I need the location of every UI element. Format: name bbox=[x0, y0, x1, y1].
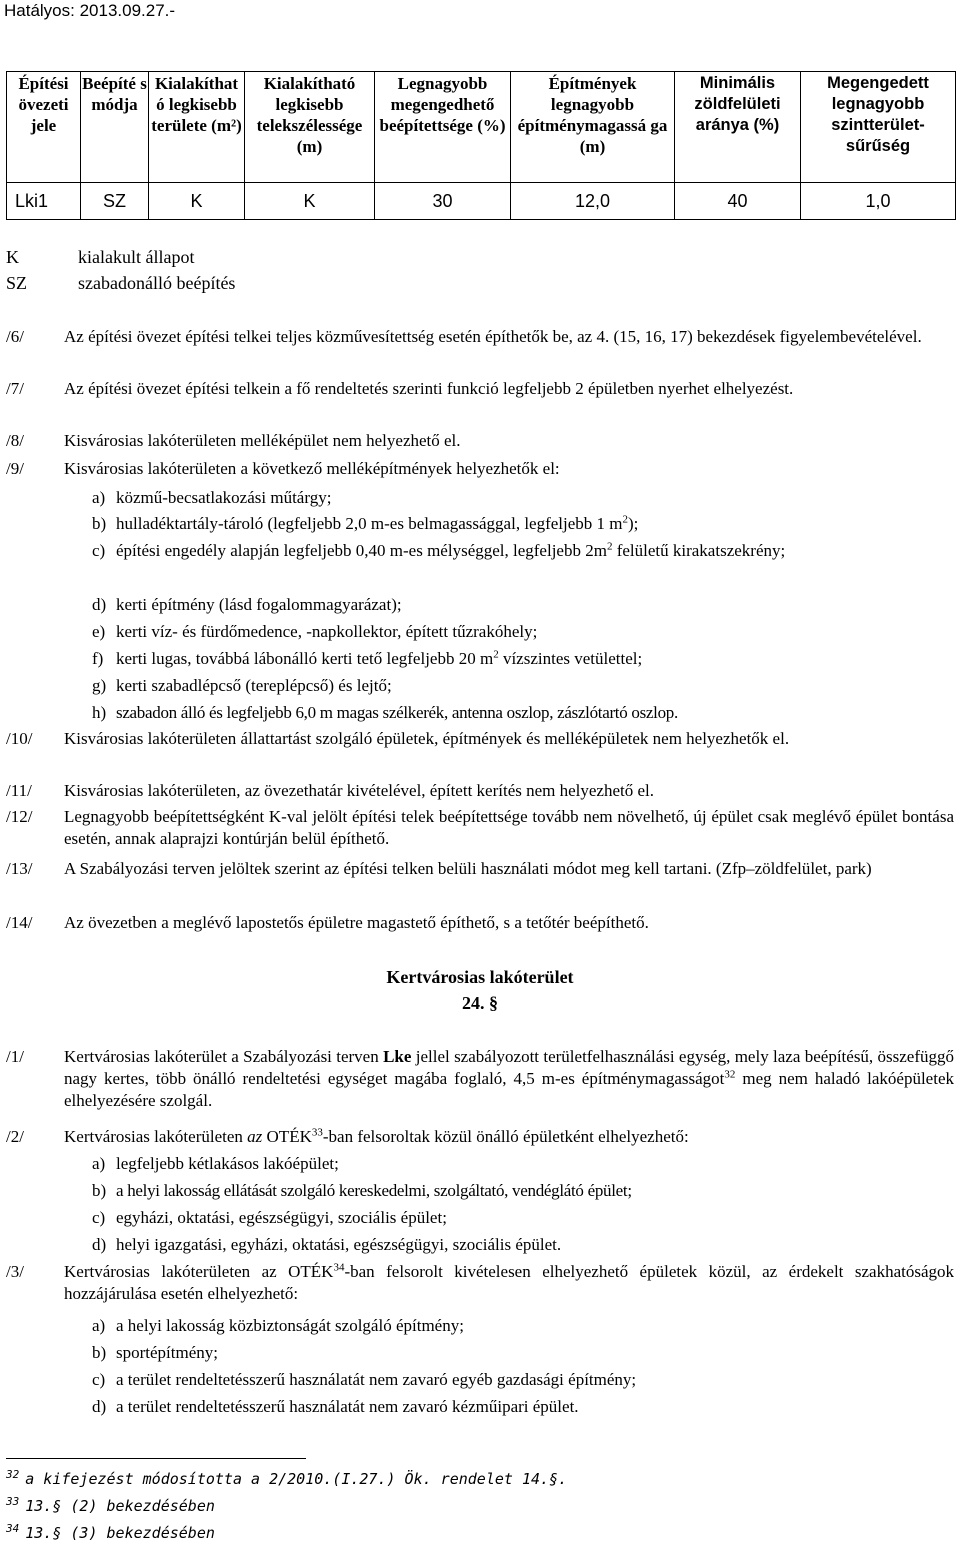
paragraph-number: /3/ bbox=[6, 1262, 24, 1281]
table-cell: 40 bbox=[675, 183, 801, 220]
section-title: Kertvárosias lakóterület bbox=[386, 967, 574, 987]
paragraph-text: A Szabályozási terven jelöltek szerint az építési telken belüli használati módot meg kell tartani. (Zfp–zöldfelület, park) bbox=[64, 859, 872, 878]
paragraph-number: /10/ bbox=[6, 729, 33, 748]
paragraph-number: /12/ bbox=[6, 807, 33, 826]
list-item: c) egyházi, oktatási, egészségügyi, szociális épület; bbox=[92, 1208, 447, 1227]
paragraph-number: /9/ bbox=[6, 459, 24, 478]
paragraph-text: Kisvárosias lakóterületen a következő melléképítmények helyezhetők el: bbox=[64, 459, 560, 478]
paragraph-number: /7/ bbox=[6, 379, 24, 398]
effective-date-header: Hatályos: 2013.09.27.- bbox=[4, 1, 176, 20]
paragraph-9 bbox=[6, 458, 954, 480]
table-header-row bbox=[7, 72, 956, 183]
header-cell: Kialakítható legkisebb telekszélessége (m) bbox=[245, 72, 375, 183]
footnote: $^{33}$ 13.§ (2) bekezdésében bbox=[6, 1495, 215, 1515]
paragraph-number: /6/ bbox=[6, 327, 24, 346]
paragraph-7 bbox=[6, 378, 954, 400]
list-item: d) a terület rendeltetésszerű használatát nem zavaró kézműipari épület. bbox=[92, 1397, 579, 1416]
paragraph-text: Kisvárosias lakóterületen állattartást szolgáló épületek, építmények és melléképületek nem helyezhetők el. bbox=[64, 729, 790, 748]
paragraph-number: /14/ bbox=[6, 913, 33, 932]
list-item: d) helyi igazgatási, egyházi, oktatási, egészségügyi, szociális épület. bbox=[92, 1235, 562, 1254]
header-cell: Építmények legnagyobb építménymagassá ga (m) bbox=[511, 72, 675, 183]
paragraph-number: /13/ bbox=[6, 859, 33, 878]
header-cell: Kialakíthat ó legkisebb területe (m²) bbox=[149, 72, 245, 183]
paragraph-8 bbox=[6, 430, 954, 452]
section-sign-icon: § bbox=[489, 993, 498, 1013]
list-item: b) hulladéktartály-tároló (legfeljebb 2,0 m-es belmagassággal, legfeljebb 1 $m^2$); bbox=[92, 513, 639, 533]
paragraph-text: Az építési övezet építési telkein a fő rendeltetés szerinti funkció legfeljebb 2 épületben nyerhet elhelyezést. bbox=[64, 379, 794, 398]
footnote: $^{34}$ 13.§ (3) bekezdésében bbox=[6, 1522, 215, 1542]
list-item: a) legfeljebb kétlakásos lakóépület; bbox=[92, 1154, 339, 1173]
paragraph-13 bbox=[6, 858, 954, 880]
paragraph-10 bbox=[6, 728, 954, 750]
paragraph-14 bbox=[6, 912, 954, 934]
section-paragraph-2: /2/ Kertvárosias lakóterületen az OTÉK$^{33}$-ban felsoroltak közül önálló épületként elhelyezhető: bbox=[6, 1126, 689, 1146]
table-cell: SZ bbox=[81, 183, 149, 220]
legend-abbr: SZ bbox=[6, 273, 28, 293]
section-number: 24. § bbox=[462, 993, 498, 1013]
paragraph-number: /2/ bbox=[6, 1127, 24, 1146]
table-row bbox=[7, 183, 956, 220]
table-cell: K bbox=[245, 183, 375, 220]
paragraph-number: /11/ bbox=[6, 781, 32, 800]
list-item: a) közmű-becsatlakozási műtárgy; bbox=[92, 488, 332, 507]
header-cell: Minimális zöldfelületi aránya (%) bbox=[675, 72, 801, 183]
paragraph-11 bbox=[6, 780, 954, 802]
list-item: f) kerti lugas, továbbá lábonálló kerti tető legfeljebb 20 $m^2$ vízszintes vetülettel; bbox=[92, 648, 643, 668]
paragraph-6 bbox=[6, 326, 954, 348]
paragraph-text: Kisvárosias lakóterületen melléképület nem helyezhető el. bbox=[64, 431, 461, 450]
list-item: a) a helyi lakosság közbiztonságát szolgáló építmény; bbox=[92, 1316, 464, 1335]
table-cell: 12,0 bbox=[511, 183, 675, 220]
paragraph-text: Az övezetben a meglévő lapostetős épületre magastető építhető, s a tetőtér beépíthető. bbox=[64, 913, 649, 932]
header-cell: Építési övezeti jele bbox=[7, 72, 81, 183]
header-cell: Beépíté s módja bbox=[81, 72, 149, 183]
table-cell: K bbox=[149, 183, 245, 220]
table-cell: Lki1 bbox=[7, 183, 81, 220]
list-item: b) sportépítmény; bbox=[92, 1343, 218, 1362]
paragraph-text: Az építési övezet építési telkei teljes közművesítettség esetén építhetők be, az 4. (15, 16, 17) bekezdések figyelembevételével. bbox=[64, 327, 922, 346]
section-paragraph-3: /3/ Kertvárosias lakóterületen az OTÉK$^{34}$-ban felsorolt kivételesen elhelyezhető épületek közül, az érdekelt szakhatóságok hozzájárulása esetén elhelyezhető: bbox=[6, 1261, 955, 1303]
header-cell: Megengedett legnagyobb szintterület-sűrűség bbox=[801, 72, 956, 183]
list-item: c) a terület rendeltetésszerű használatát nem zavaró egyéb gazdasági építmény; bbox=[92, 1370, 637, 1389]
list-item: g) kerti szabadlépcső (tereplépcső) és lejtő; bbox=[92, 676, 392, 695]
list-item: h) szabadon álló és legfeljebb 6,0 m magas szélkerék, antenna oszlop, zászlótartó oszlop. bbox=[92, 703, 678, 722]
header-cell: Legnagyobb megengedhető beépítettsége (%) bbox=[375, 72, 511, 183]
paragraph-number: /8/ bbox=[6, 431, 24, 450]
section-paragraph-1: /1/ Kertvárosias lakóterület a Szabályozási terven Lke jellel szabályozott területfelhasználási egység, mely laza beépítésű, összefüggő nagy kertes, több önálló rendeltetési egységet magába foglaló, 4,5 m-es építménymagasságot$^{32}$ meg nem haladó lakóépületek elhelyezésére szolgál. bbox=[6, 1047, 955, 1110]
paragraph-number: /1/ bbox=[6, 1047, 24, 1066]
paragraph-text: Kisvárosias lakóterületen, az övezethatár kivételével, épített kerítés nem helyezhető el. bbox=[64, 781, 655, 800]
paragraph-12 bbox=[6, 806, 954, 850]
list-item: d) kerti építmény (lásd fogalommagyarázat); bbox=[92, 595, 402, 614]
footnote-divider bbox=[6, 1458, 306, 1459]
list-item: c) építési engedély alapján legfeljebb 0,40 m-es mélységgel, legfeljebb $2m^2$ felületű kirakatszekrény; bbox=[92, 540, 786, 560]
legend-abbr: K bbox=[6, 247, 19, 267]
zoning-table bbox=[6, 71, 956, 220]
footnote: $^{32}$ a kifejezést módosította a 2/2010.(I.27.) Ök. rendelet 14.§. bbox=[6, 1468, 568, 1488]
table-cell: 1,0 bbox=[801, 183, 956, 220]
legend-meaning: kialakult állapot bbox=[78, 247, 195, 267]
list-item: e) kerti víz- és fürdőmedence, -napkollektor, épített tűzrakóhely; bbox=[92, 622, 538, 641]
table-cell: 30 bbox=[375, 183, 511, 220]
legend-meaning: szabadonálló beépítés bbox=[78, 273, 236, 293]
list-item: b) a helyi lakosság ellátását szolgáló kereskedelmi, szolgáltató, vendéglátó épület; bbox=[92, 1181, 632, 1200]
paragraph-text: Legnagyobb beépítettségként K-val jelölt építési telek beépítettsége tovább nem növelhető, új épület csak meglévő épület bontása esetén, annak alaprajzi kontúrján belül építhető. bbox=[64, 807, 954, 848]
